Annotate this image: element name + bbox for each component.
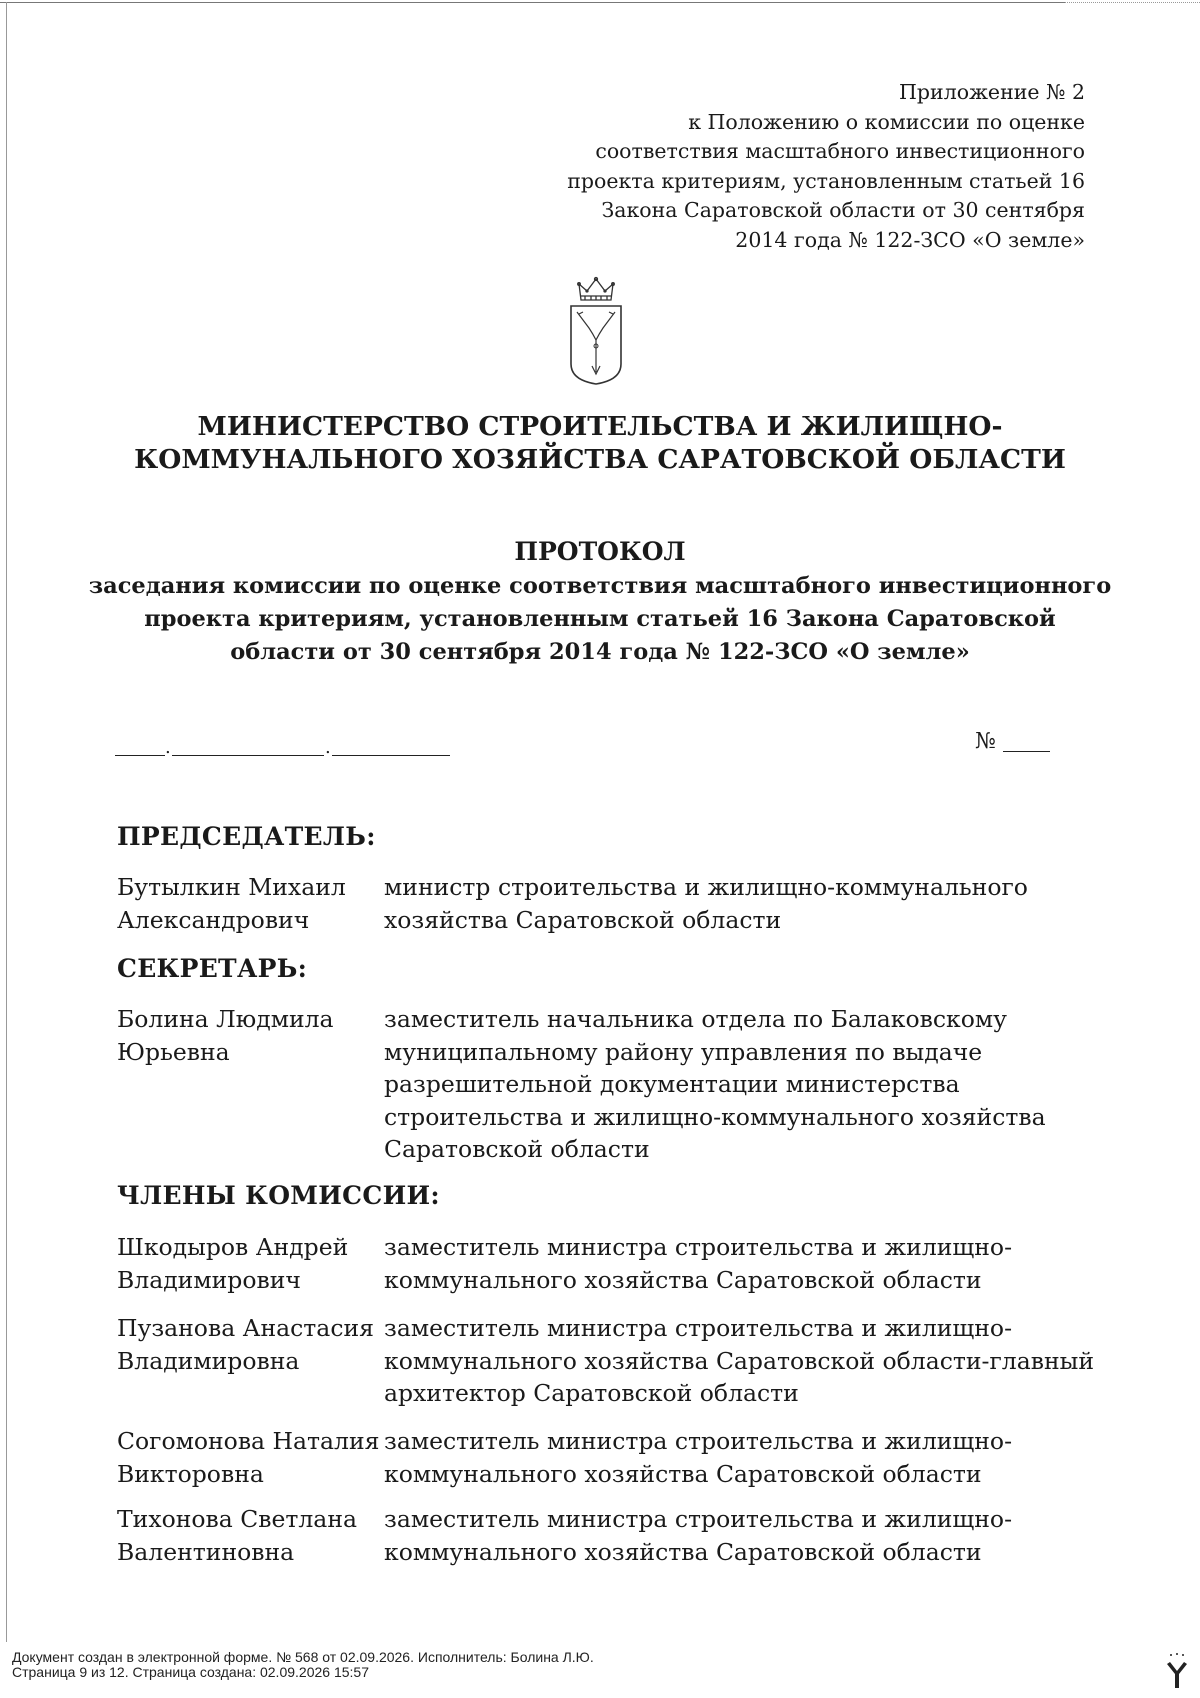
date-separator: . [165, 737, 171, 758]
role-line: министр строительства и жилищно-коммунального [384, 873, 1028, 901]
role-line: заместитель начальника отдела по Балаковскому [384, 1005, 1007, 1033]
name-line: Викторовна [117, 1459, 264, 1488]
appendix-note [525, 78, 1085, 255]
person-name [117, 1003, 377, 1068]
protocol-title: ПРОТОКОЛ [514, 537, 686, 566]
role-line: коммунального хозяйства Саратовской области [384, 1537, 982, 1566]
chairman-heading: ПРЕДСЕДАТЕЛЬ: [117, 822, 376, 851]
person-name [117, 1231, 377, 1296]
date-separator: . [325, 737, 331, 758]
person-role [384, 1003, 1104, 1166]
person-role [384, 871, 1104, 936]
number-blank [1003, 751, 1050, 752]
saratov-coat-of-arms-icon [565, 276, 627, 388]
role-line: строительства и жилищно-коммунального хозяйства [384, 1102, 1046, 1131]
scan-edge-line-dotted [1065, 2, 1200, 3]
role-line: коммунального хозяйства Саратовской области [384, 1265, 982, 1294]
name-line: Бутылкин Михаил [117, 873, 346, 901]
scan-edge-line [0, 2, 1065, 3]
appendix-line: 2014 года № 122-ЗСО «О земле» [735, 227, 1085, 252]
protocol-subtitle [0, 570, 1200, 669]
role-line: заместитель министра строительства и жилищно- [384, 1427, 1013, 1455]
ministry-name-line: МИНИСТЕРСТВО СТРОИТЕЛЬСТВА И ЖИЛИЩНО- [197, 411, 1003, 442]
person-name [117, 1312, 377, 1377]
name-line: Юрьевна [117, 1037, 230, 1066]
person-role [384, 1231, 1104, 1296]
name-line: Тихонова Светлана [117, 1505, 357, 1533]
document-footer [12, 1650, 594, 1680]
person-role [384, 1312, 1104, 1410]
protocol-subtitle-line: области от 30 сентября 2014 года № 122-ЗСО «О земле» [230, 639, 970, 665]
secretary-heading: СЕКРЕТАРЬ: [117, 954, 308, 983]
protocol-number-field [975, 724, 1075, 754]
protocol-subtitle-line: проекта критериям, установленным статьей 16 Закона Саратовской [144, 606, 1056, 632]
role-line: разрешительной документации министерства [384, 1070, 960, 1098]
name-line: Шкодыров Андрей [117, 1233, 349, 1261]
name-line: Пузанова Анастасия [117, 1314, 374, 1342]
date-year-blank [332, 755, 450, 756]
person-role [384, 1503, 1104, 1568]
appendix-line: проекта критериям, установленным статьей 16 [567, 168, 1085, 193]
role-line: заместитель министра строительства и жилищно- [384, 1505, 1013, 1533]
saratov-emblem-small-icon [1165, 1652, 1189, 1692]
number-sign: № [975, 729, 996, 754]
role-line: коммунального хозяйства Саратовской области-главный [384, 1346, 1095, 1375]
name-line: Владимирович [117, 1265, 301, 1294]
ministry-name-line: КОММУНАЛЬНОГО ХОЗЯЙСТВА САРАТОВСКОЙ ОБЛАСТИ [134, 444, 1066, 475]
ministry-name [0, 410, 1200, 476]
person-name [117, 871, 377, 936]
name-line: Валентиновна [117, 1537, 295, 1566]
person-name [117, 1425, 380, 1490]
footer-line: Страница 9 из 12. Страница создана: 02.09.2026 15:57 [12, 1664, 369, 1680]
date-day-blank [115, 755, 165, 756]
role-line: коммунального хозяйства Саратовской области [384, 1459, 982, 1488]
appendix-line: к Положению о комиссии по оценке [688, 109, 1085, 134]
person-name [117, 1503, 377, 1568]
name-line: Владимировна [117, 1346, 300, 1375]
name-line: Болина Людмила [117, 1005, 334, 1033]
role-line: архитектор Саратовской области [384, 1379, 799, 1407]
date-month-blank [172, 755, 324, 756]
role-line: заместитель министра строительства и жилищно- [384, 1314, 1013, 1342]
person-role [384, 1425, 1104, 1490]
appendix-line: Приложение № 2 [899, 80, 1085, 104]
date-blank-field [115, 732, 450, 756]
appendix-line: соответствия масштабного инвестиционного [595, 139, 1085, 163]
role-line: Саратовской области [384, 1135, 650, 1163]
name-line: Александрович [117, 905, 310, 934]
scan-left-edge [6, 2, 7, 1642]
members-heading: ЧЛЕНЫ КОМИССИИ: [117, 1181, 440, 1210]
role-line: заместитель министра строительства и жилищно- [384, 1233, 1013, 1261]
protocol-subtitle-line: заседания комиссии по оценке соответствия масштабного инвестиционного [88, 573, 1112, 599]
name-line: Согомонова Наталия [117, 1427, 380, 1455]
footer-line: Документ создан в электронной форме. № 568 от 02.09.2026. Исполнитель: Болина Л.Ю. [12, 1649, 594, 1665]
appendix-line: Закона Саратовской области от 30 сентября [601, 198, 1085, 222]
role-line: муниципальному району управления по выдаче [384, 1037, 983, 1066]
role-line: хозяйства Саратовской области [384, 905, 782, 934]
